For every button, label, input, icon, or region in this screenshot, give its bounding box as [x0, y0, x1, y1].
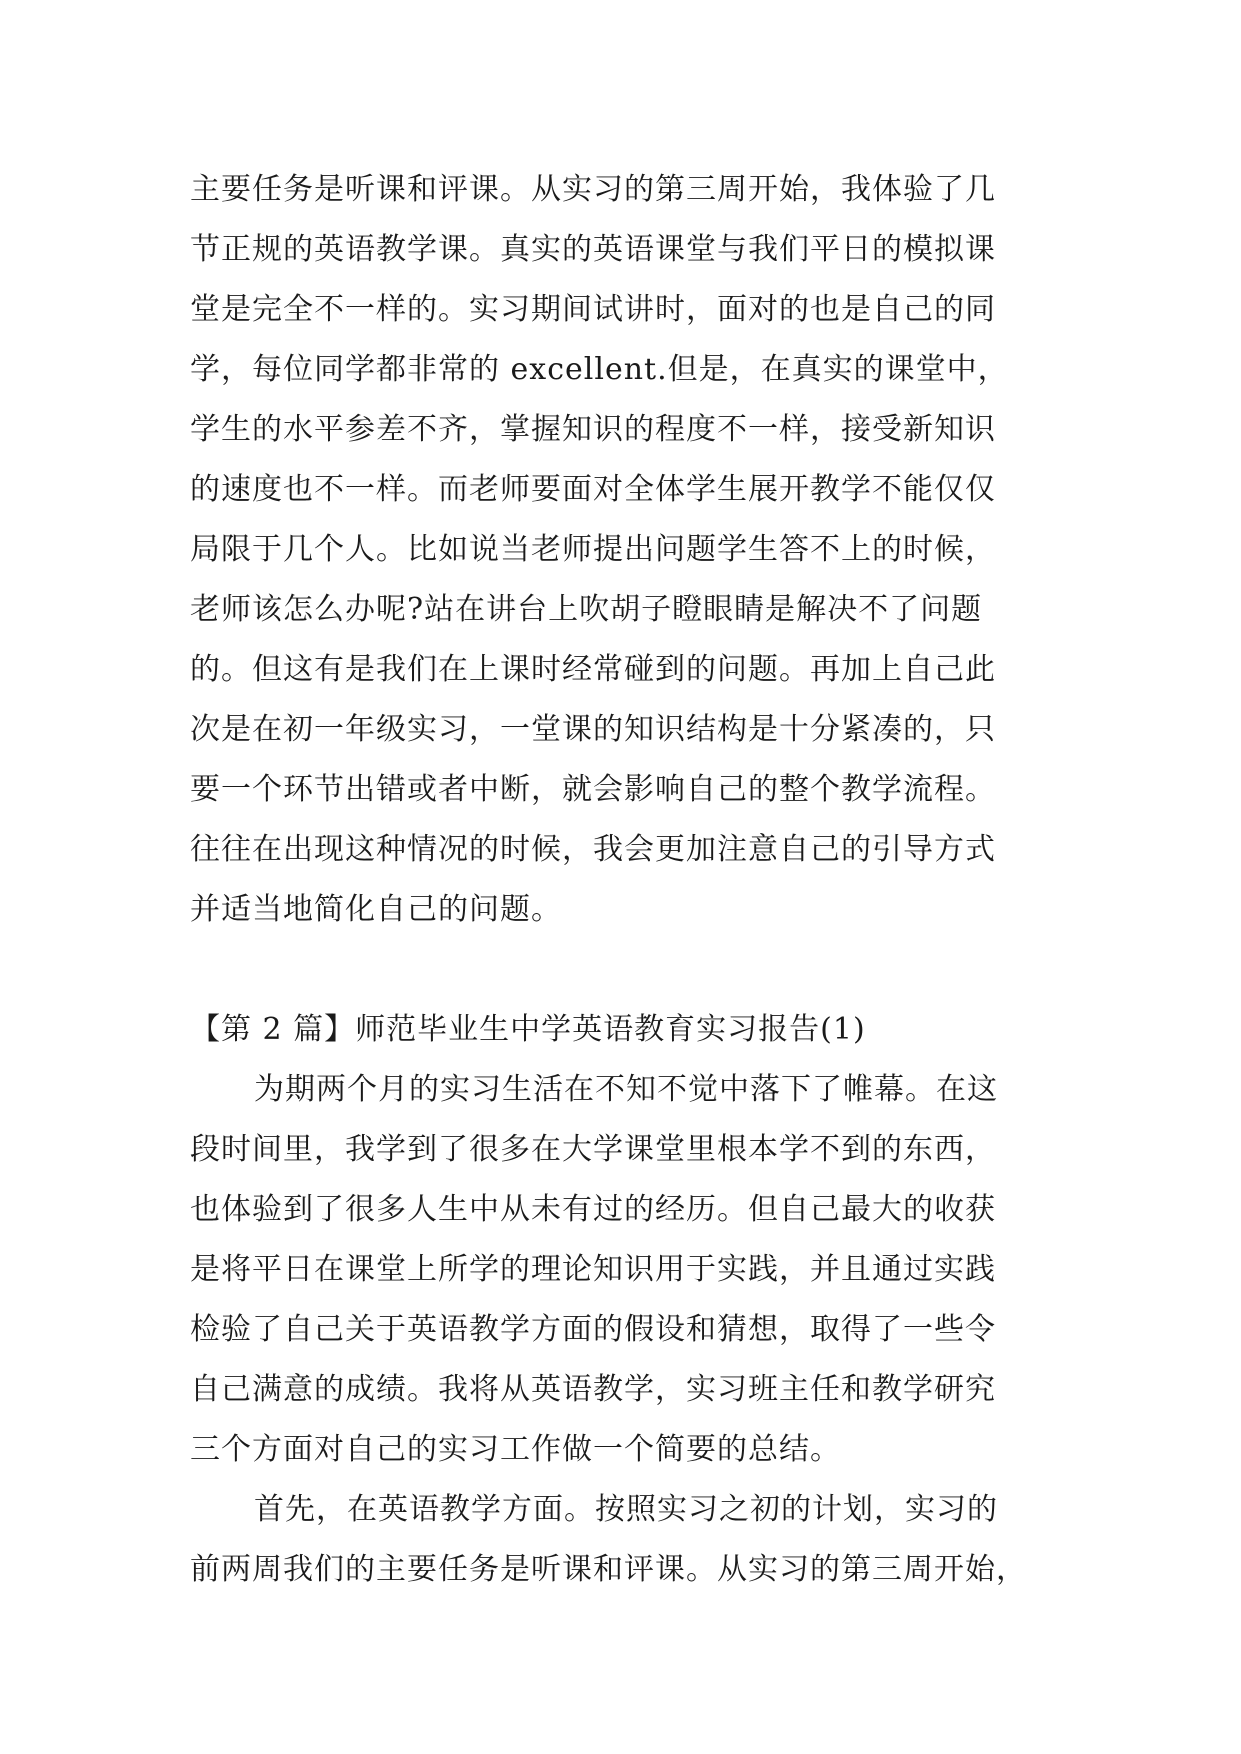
- text-line: 检验了自己关于英语教学方面的假设和猜想，取得了一些令: [190, 1312, 996, 1347]
- text-line: 学生的水平参差不齐，掌握知识的程度不一样，接受新知识: [190, 412, 996, 447]
- text-line: 节正规的英语教学课。真实的英语课堂与我们平日的模拟课: [190, 232, 996, 267]
- paragraph-gap: [190, 940, 1070, 1000]
- text-line: 也体验到了很多人生中从未有过的经历。但自己最大的收获: [190, 1192, 996, 1227]
- text-line: 为期两个月的实习生活在不知不觉中落下了帷幕。在这: [254, 1072, 998, 1107]
- intro-paragraph: [190, 160, 1070, 940]
- text-line: 是将平日在课堂上所学的理论知识用于实践，并且通过实践: [190, 1252, 996, 1287]
- text-line: 首先，在英语教学方面。按照实习之初的计划，实习的: [254, 1492, 998, 1527]
- text-line: 堂是完全不一样的。实习期间试讲时，面对的也是自己的同: [190, 292, 996, 327]
- text-line: 老师该怎么办呢?站在讲台上吹胡子瞪眼睛是解决不了问题: [190, 592, 983, 627]
- section-heading: 【第 2 篇】师范毕业生中学英语教育实习报告(1): [190, 1012, 866, 1047]
- text-line: 的速度也不一样。而老师要面对全体学生展开教学不能仅仅: [190, 472, 996, 507]
- text-line: 的。但这有是我们在上课时经常碰到的问题。再加上自己此: [190, 652, 996, 687]
- text-line: 学，每位同学都非常的 excellent.但是，在真实的课堂中，: [190, 352, 1009, 387]
- text-line: 段时间里，我学到了很多在大学课堂里根本学不到的东西，: [190, 1132, 996, 1167]
- paragraph-1: [190, 1060, 1070, 1480]
- text-line: 局限于几个人。比如说当老师提出问题学生答不上的时候，: [190, 532, 996, 567]
- paragraph-2: [190, 1480, 1070, 1600]
- text-line: 自己满意的成绩。我将从英语教学，实习班主任和教学研究: [190, 1372, 996, 1407]
- text-line: 三个方面对自己的实习工作做一个简要的总结。: [190, 1432, 841, 1467]
- text-line: 主要任务是听课和评课。从实习的第三周开始，我体验了几: [190, 172, 996, 207]
- document-body: [190, 160, 1070, 1600]
- text-line: 要一个环节出错或者中断，就会影响自己的整个教学流程。: [190, 772, 996, 807]
- text-line: 往往在出现这种情况的时候，我会更加注意自己的引导方式: [190, 832, 996, 867]
- text-line: 并适当地简化自己的问题。: [190, 892, 562, 927]
- text-line: 次是在初一年级实习，一堂课的知识结构是十分紧凑的，只: [190, 712, 996, 747]
- text-line: 前两周我们的主要任务是听课和评课。从实习的第三周开始，: [190, 1552, 1027, 1587]
